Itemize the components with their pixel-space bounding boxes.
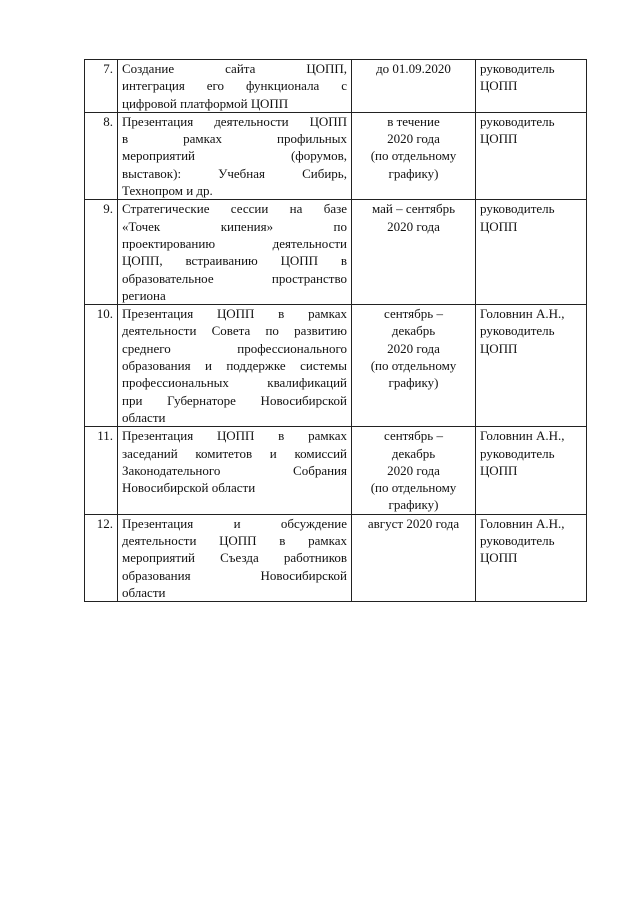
event-description-line: образования Новосибирской xyxy=(122,567,347,583)
event-description-line: Новосибирской области xyxy=(122,480,256,496)
responsible-person-line: руководитель xyxy=(480,323,555,339)
event-description-line: образования и поддержке системы xyxy=(122,358,347,374)
responsible-person-line: Головнин А.Н., xyxy=(480,428,565,444)
table-row xyxy=(85,200,587,305)
responsible-person-line: ЦОПП xyxy=(480,340,518,356)
event-deadline xyxy=(352,112,476,199)
responsible-person xyxy=(476,200,587,305)
event-description-line: Законодательного Собрания xyxy=(122,462,347,478)
event-description-line: среднего профессионального xyxy=(122,340,347,356)
responsible-person-line: ЦОПП xyxy=(480,550,518,566)
event-description-line: области xyxy=(122,409,166,425)
event-description-line: выставок): Учебная Сибирь, xyxy=(122,165,347,181)
event-description-line: Презентация и обсуждение xyxy=(122,515,347,531)
row-number: 11. xyxy=(85,427,118,514)
row-number: 8. xyxy=(85,112,118,199)
event-description-line: ЦОПП, встраиванию ЦОПП в xyxy=(122,253,347,269)
event-deadline-line: декабрь xyxy=(391,323,436,339)
event-description xyxy=(118,514,352,601)
event-deadline-line: декабрь xyxy=(391,445,436,461)
responsible-person-line: руководитель xyxy=(480,533,555,549)
row-number: 7. xyxy=(85,60,118,113)
event-description xyxy=(118,200,352,305)
event-description-line: Создание сайта ЦОПП, xyxy=(122,61,347,76)
table-row xyxy=(85,427,587,514)
responsible-person xyxy=(476,427,587,514)
event-description-line: проектированию деятельности xyxy=(122,235,347,251)
responsible-person xyxy=(476,60,587,113)
event-description-line: «Точек кипения» по xyxy=(122,218,347,234)
row-number: 9. xyxy=(85,200,118,305)
event-deadline-line: 2020 года xyxy=(387,218,440,234)
event-description-line: заседаний комитетов и комиссий xyxy=(122,445,347,461)
responsible-person-line: Головнин А.Н., xyxy=(480,515,565,531)
responsible-person-line: руководитель xyxy=(480,201,555,217)
responsible-person-line: ЦОПП xyxy=(480,218,518,234)
event-deadline-line: сентябрь – xyxy=(384,428,443,444)
event-deadline xyxy=(352,427,476,514)
row-number: 10. xyxy=(85,305,118,427)
table-row xyxy=(85,514,587,601)
table-row xyxy=(85,60,587,113)
event-plan-table xyxy=(84,59,587,602)
event-description-line: Презентация ЦОПП в рамках xyxy=(122,428,347,444)
event-description xyxy=(118,60,352,113)
event-description-line: при Губернаторе Новосибирской xyxy=(122,392,347,408)
event-description-line: профессиональных квалификаций xyxy=(122,375,347,391)
table-body xyxy=(85,60,587,602)
event-deadline xyxy=(352,305,476,427)
event-description-line: интеграция его функционала с xyxy=(122,78,347,94)
responsible-person-line: ЦОПП xyxy=(480,462,518,478)
event-description-line: Стратегические сессии на базе xyxy=(122,201,347,217)
event-deadline xyxy=(352,514,476,601)
event-description-line: мероприятий Съезда работников xyxy=(122,550,347,566)
event-deadline-line: 2020 года xyxy=(387,340,440,356)
responsible-person xyxy=(476,514,587,601)
responsible-person-line: Головнин А.Н., xyxy=(480,306,565,322)
event-description-line: Презентация деятельности ЦОПП xyxy=(122,113,347,129)
responsible-person-line: руководитель xyxy=(480,113,555,129)
event-deadline-line: (по отдельному xyxy=(370,480,457,496)
event-description-line: Технопром и др. xyxy=(122,183,213,199)
event-description-line: деятельности ЦОПП в рамках xyxy=(122,533,347,549)
event-description-line: мероприятий (форумов, xyxy=(122,148,347,164)
event-description-line: региона xyxy=(122,287,166,303)
event-description-line: в рамках профильных xyxy=(122,131,347,147)
responsible-person xyxy=(476,305,587,427)
event-deadline xyxy=(352,200,476,305)
event-description xyxy=(118,305,352,427)
event-deadline xyxy=(352,60,476,113)
event-deadline-line: графику) xyxy=(388,497,439,513)
event-deadline-line: графику) xyxy=(388,165,439,181)
responsible-person-line: руководитель xyxy=(480,445,555,461)
responsible-person-line: руководитель xyxy=(480,61,555,76)
event-deadline-line: графику) xyxy=(388,375,439,391)
event-deadline-line: сентябрь – xyxy=(384,306,443,322)
event-description-line: области xyxy=(122,584,166,600)
event-description-line: цифровой платформой ЦОПП xyxy=(122,95,289,111)
event-deadline-line: (по отдельному xyxy=(370,358,457,374)
row-number: 12. xyxy=(85,514,118,601)
table-row xyxy=(85,112,587,199)
event-deadline-line: до 01.09.2020 xyxy=(376,61,451,76)
event-deadline-line: август 2020 года xyxy=(367,515,460,531)
event-description xyxy=(118,427,352,514)
responsible-person-line: ЦОПП xyxy=(480,78,518,94)
event-description xyxy=(118,112,352,199)
event-description-line: деятельности Совета по развитию xyxy=(122,323,347,339)
event-description-line: Презентация ЦОПП в рамках xyxy=(122,306,347,322)
responsible-person xyxy=(476,112,587,199)
table-row xyxy=(85,305,587,427)
responsible-person-line: ЦОПП xyxy=(480,131,518,147)
event-deadline-line: 2020 года xyxy=(387,131,440,147)
event-deadline-line: май – сентябрь xyxy=(371,201,456,217)
event-deadline-line: 2020 года xyxy=(387,462,440,478)
event-description-line: образовательное пространство xyxy=(122,270,347,286)
event-deadline-line: (по отдельному xyxy=(370,148,457,164)
event-deadline-line: в течение xyxy=(387,113,440,129)
